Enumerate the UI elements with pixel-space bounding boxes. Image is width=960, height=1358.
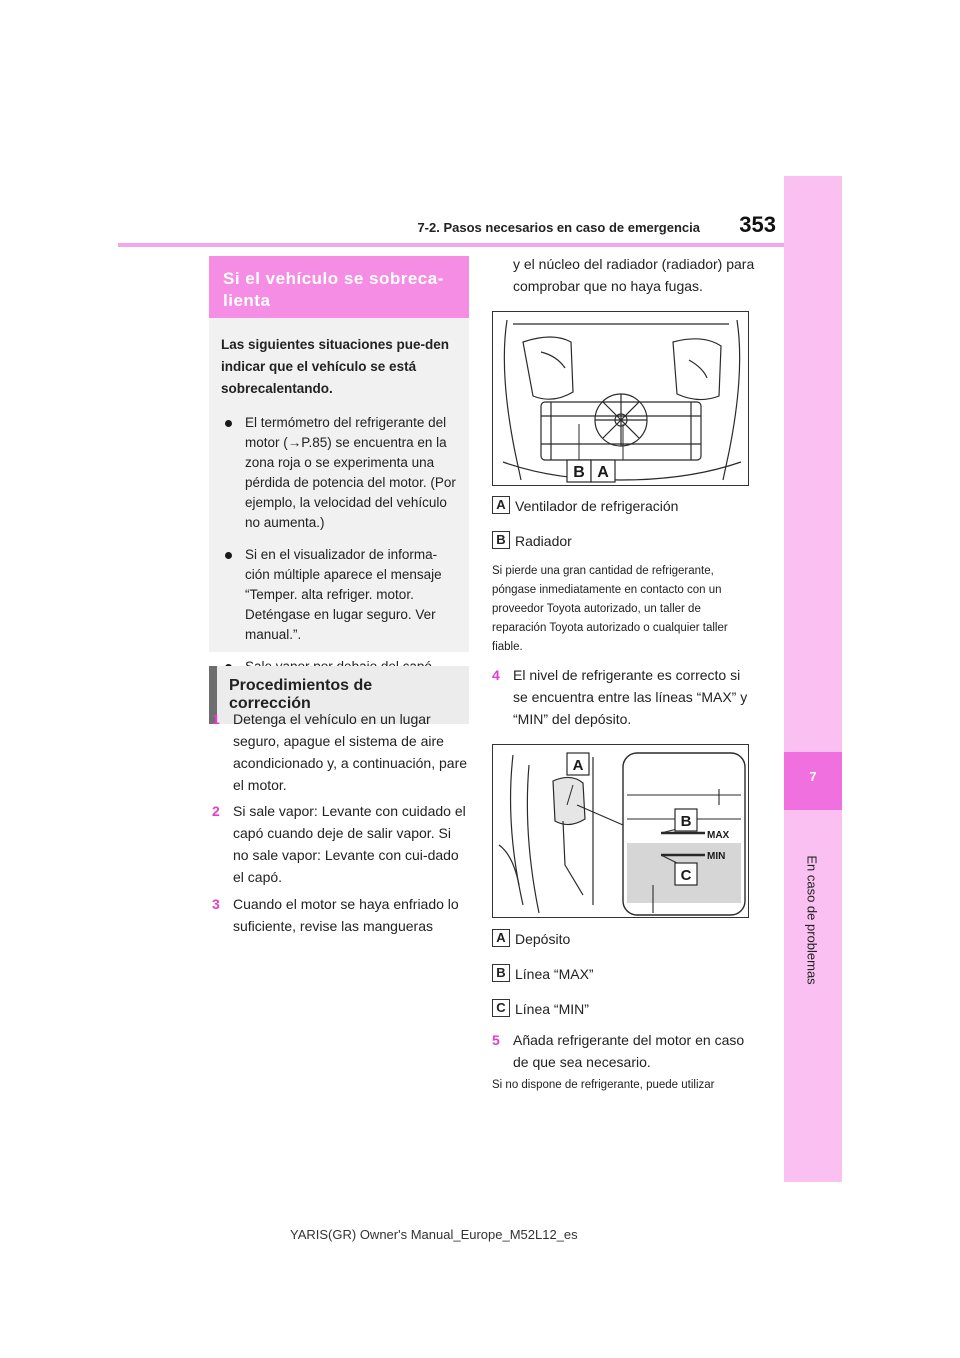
header-rule [118, 243, 784, 247]
procedure-step [212, 708, 470, 796]
step-number: 3 [212, 896, 220, 912]
callout-item [492, 531, 572, 551]
callout-item [492, 929, 570, 949]
section-header: 7-2. Pasos necesarios en caso de emergencia [417, 220, 700, 235]
manual-footer: YARIS(GR) Owner's Manual_Europe_M52L12_es [290, 1227, 578, 1242]
procedure-step [492, 1029, 754, 1073]
step-number: 2 [212, 803, 220, 819]
callout-text: Línea “MIN” [515, 1001, 589, 1017]
chapter-title-vertical: En caso de problemas [804, 855, 820, 985]
step-number: 4 [492, 667, 500, 683]
figure2-label: B [680, 813, 692, 830]
callout-item [492, 999, 589, 1019]
procedure-step [212, 893, 470, 937]
callout-letter: B [492, 531, 510, 549]
callout-letter: C [492, 999, 510, 1017]
step-text: Añada refrigerante del motor en caso de que sea necesario. [513, 1032, 745, 1070]
overheat-bullet: Si en el visualizador de informa-ción múltiple aparece el mensaje “Temper. alta refriger. motor. Deténgase en lugar seguro. Ver manual.”. [221, 545, 457, 645]
overheat-bullet: El termómetro del refrigerante del motor (→P.85) se encuentra en la zona roja o se experimenta una pérdida de potencia del motor. (Por ejemplo, la velocidad del vehículo no aumenta.) [221, 413, 457, 533]
step-text: Si sale vapor: Levante con cuidado el capó cuando deje de salir vapor. Si no sale vapor: Levante con cui-dado el capó. [233, 803, 466, 885]
min-line-label: MIN [707, 851, 726, 862]
procedure-step [492, 664, 754, 730]
step-text: El nivel de refrigerante es correcto si se encuentra entre las líneas “MAX” y “MIN” del depósito. [513, 667, 748, 727]
step-number: 5 [492, 1032, 500, 1048]
coolant-substitute-note: Si no dispone de refrigerante, puede utilizar [492, 1079, 715, 1091]
callout-text: Depósito [515, 931, 571, 947]
coolant-loss-note: Si pierde una gran cantidad de refrigerante, póngase inmediatamente en contacto con un proveedor Toyota autorizado, un taller de reparación Toyota autorizado o cualquier taller fiable. [492, 565, 728, 653]
figure2-label: A [572, 757, 584, 774]
step-number: 1 [212, 711, 220, 727]
callout-text: Línea “MAX” [515, 966, 594, 982]
max-line-label: MAX [707, 830, 730, 841]
step-3-continuation: y el núcleo del radiador (radiador) para comprobar que no haya fugas. [513, 256, 755, 294]
reservoir-illustration [492, 744, 749, 918]
figure1-label: A [597, 464, 609, 481]
callout-letter: A [492, 929, 510, 947]
callout-letter: A [492, 496, 510, 514]
callout-text: Ventilador de refrigeración [515, 498, 679, 514]
engine-bay-illustration [492, 311, 749, 486]
chapter-side-tab [784, 176, 842, 1182]
procedures-heading: Procedimientos de corrección [209, 666, 469, 724]
callout-text: Radiador [515, 533, 572, 549]
callout-item [492, 964, 594, 984]
overheat-info-box [209, 318, 469, 652]
callout-item [492, 496, 678, 516]
chapter-number-tab: 7 [784, 752, 842, 810]
figure1-label: B [573, 464, 585, 481]
page-number: 353 [739, 212, 776, 237]
callout-letter: B [492, 964, 510, 982]
coolant-reservoir-diagram [493, 745, 749, 918]
radiator-fan-diagram [493, 312, 749, 486]
figure2-label: C [680, 867, 692, 884]
step-text: Cuando el motor se haya enfriado lo suficiente, revise las mangueras [233, 896, 459, 934]
overheat-section-title: Si el vehículo se sobreca-lienta [209, 256, 469, 324]
step-text: Detenga el vehículo en un lugar seguro, apague el sistema de aire acondicionado y, a continuación, pare el motor. [233, 711, 468, 793]
procedure-step [212, 800, 470, 888]
overheat-lead-text: Las siguientes situaciones pue-den indicar que el vehículo se está sobrecalentando. [221, 337, 450, 396]
